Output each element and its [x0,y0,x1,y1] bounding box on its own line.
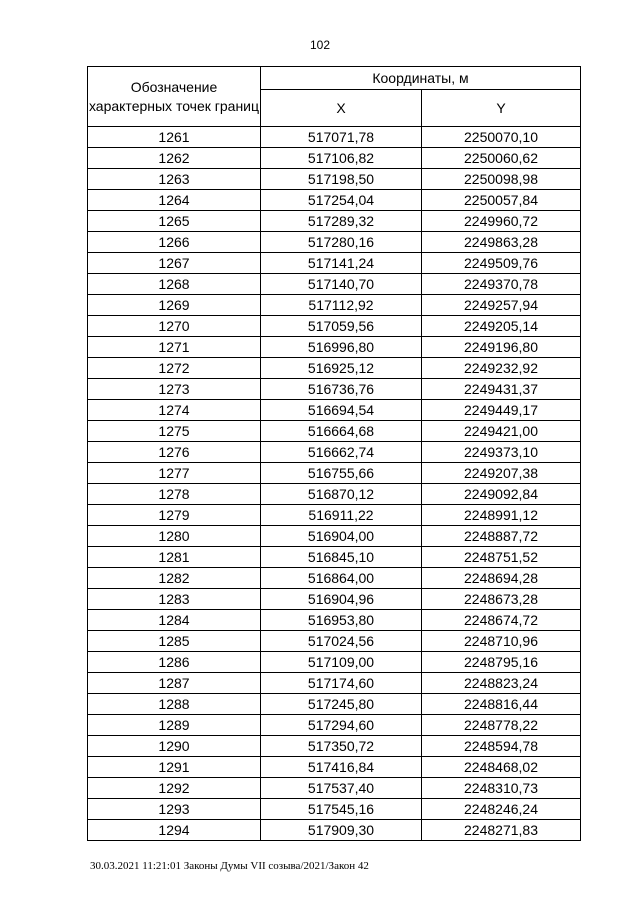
point-id-cell: 1279 [88,505,261,526]
table-row [88,127,581,148]
table-row [88,652,581,673]
y-coordinate-cell: 2248246,24 [422,799,581,820]
x-coordinate-cell: 516755,66 [261,463,422,484]
point-id-cell: 1281 [88,547,261,568]
x-coordinate-cell: 516996,80 [261,337,422,358]
y-coordinate-cell: 2249257,94 [422,295,581,316]
y-coordinate-cell: 2250070,10 [422,127,581,148]
x-coordinate-cell: 517909,30 [261,820,422,841]
header-x: X [261,90,422,127]
table-row [88,484,581,505]
table-row [88,232,581,253]
x-coordinate-cell: 517109,00 [261,652,422,673]
x-coordinate-cell: 517289,32 [261,211,422,232]
x-coordinate-cell: 516870,12 [261,484,422,505]
point-id-cell: 1280 [88,526,261,547]
x-coordinate-cell: 517294,60 [261,715,422,736]
table-row [88,505,581,526]
point-id-cell: 1291 [88,757,261,778]
point-id-cell: 1276 [88,442,261,463]
x-coordinate-cell: 517141,24 [261,253,422,274]
point-id-cell: 1273 [88,379,261,400]
point-id-cell: 1283 [88,589,261,610]
table-row [88,316,581,337]
point-id-cell: 1268 [88,274,261,295]
point-id-cell: 1293 [88,799,261,820]
x-coordinate-cell: 517537,40 [261,778,422,799]
y-coordinate-cell: 2248751,52 [422,547,581,568]
table-row [88,820,581,841]
y-coordinate-cell: 2249960,72 [422,211,581,232]
table-header [88,67,581,127]
x-coordinate-cell: 516904,96 [261,589,422,610]
x-coordinate-cell: 517198,50 [261,169,422,190]
table-row [88,274,581,295]
table-row [88,358,581,379]
x-coordinate-cell: 516904,00 [261,526,422,547]
point-id-cell: 1289 [88,715,261,736]
y-coordinate-cell: 2250060,62 [422,148,581,169]
point-id-cell: 1285 [88,631,261,652]
x-coordinate-cell: 517545,16 [261,799,422,820]
x-coordinate-cell: 516664,68 [261,421,422,442]
table-row [88,442,581,463]
table-row [88,631,581,652]
x-coordinate-cell: 516694,54 [261,400,422,421]
x-coordinate-cell: 516864,00 [261,568,422,589]
x-coordinate-cell: 517280,16 [261,232,422,253]
table-row [88,379,581,400]
table-row [88,253,581,274]
x-coordinate-cell: 517350,72 [261,736,422,757]
y-coordinate-cell: 2249863,28 [422,232,581,253]
point-id-cell: 1265 [88,211,261,232]
point-id-cell: 1278 [88,484,261,505]
y-coordinate-cell: 2249232,92 [422,358,581,379]
table-row [88,421,581,442]
table-row [88,169,581,190]
y-coordinate-cell: 2249421,00 [422,421,581,442]
y-coordinate-cell: 2248468,02 [422,757,581,778]
table-row [88,547,581,568]
table-row [88,610,581,631]
point-id-cell: 1261 [88,127,261,148]
x-coordinate-cell: 516845,10 [261,547,422,568]
x-coordinate-cell: 516911,22 [261,505,422,526]
x-coordinate-cell: 516953,80 [261,610,422,631]
table-row [88,526,581,547]
point-id-cell: 1272 [88,358,261,379]
x-coordinate-cell: 517106,82 [261,148,422,169]
y-coordinate-cell: 2250057,84 [422,190,581,211]
y-coordinate-cell: 2249431,37 [422,379,581,400]
footer-stamp: 30.03.2021 11:21:01 Законы Думы VII созыва/2021/Закон 42 [90,860,369,872]
coordinates-table [87,66,581,841]
point-id-cell: 1277 [88,463,261,484]
page-number: 102 [309,38,331,52]
y-coordinate-cell: 2249196,80 [422,337,581,358]
x-coordinate-cell: 517024,56 [261,631,422,652]
point-id-cell: 1290 [88,736,261,757]
header-y: Y [422,90,581,127]
y-coordinate-cell: 2249370,78 [422,274,581,295]
table-row [88,736,581,757]
y-coordinate-cell: 2249092,84 [422,484,581,505]
x-coordinate-cell: 517174,60 [261,673,422,694]
table-row [88,400,581,421]
y-coordinate-cell: 2248674,72 [422,610,581,631]
header-designation: Обозначение характерных точек границ [88,67,261,127]
table-row [88,190,581,211]
y-coordinate-cell: 2248795,16 [422,652,581,673]
y-coordinate-cell: 2248823,24 [422,673,581,694]
table-row [88,463,581,484]
point-id-cell: 1271 [88,337,261,358]
point-id-cell: 1263 [88,169,261,190]
x-coordinate-cell: 516662,74 [261,442,422,463]
table-row [88,568,581,589]
point-id-cell: 1282 [88,568,261,589]
point-id-cell: 1292 [88,778,261,799]
point-id-cell: 1286 [88,652,261,673]
x-coordinate-cell: 517245,80 [261,694,422,715]
table-row [88,757,581,778]
point-id-cell: 1266 [88,232,261,253]
table-row [88,337,581,358]
point-id-cell: 1264 [88,190,261,211]
point-id-cell: 1287 [88,673,261,694]
header-coordinates: Координаты, м [261,67,581,90]
point-id-cell: 1274 [88,400,261,421]
point-id-cell: 1294 [88,820,261,841]
x-coordinate-cell: 517071,78 [261,127,422,148]
y-coordinate-cell: 2248887,72 [422,526,581,547]
table-row [88,778,581,799]
y-coordinate-cell: 2248778,22 [422,715,581,736]
y-coordinate-cell: 2249449,17 [422,400,581,421]
y-coordinate-cell: 2248271,83 [422,820,581,841]
y-coordinate-cell: 2248991,12 [422,505,581,526]
y-coordinate-cell: 2248594,78 [422,736,581,757]
y-coordinate-cell: 2249207,38 [422,463,581,484]
x-coordinate-cell: 517112,92 [261,295,422,316]
x-coordinate-cell: 516736,76 [261,379,422,400]
table-row [88,295,581,316]
y-coordinate-cell: 2249509,76 [422,253,581,274]
point-id-cell: 1262 [88,148,261,169]
point-id-cell: 1288 [88,694,261,715]
point-id-cell: 1270 [88,316,261,337]
x-coordinate-cell: 517140,70 [261,274,422,295]
y-coordinate-cell: 2248310,73 [422,778,581,799]
table-row [88,673,581,694]
table-row [88,715,581,736]
table-row [88,694,581,715]
y-coordinate-cell: 2248694,28 [422,568,581,589]
y-coordinate-cell: 2250098,98 [422,169,581,190]
point-id-cell: 1284 [88,610,261,631]
point-id-cell: 1269 [88,295,261,316]
table-row [88,148,581,169]
table-row [88,211,581,232]
y-coordinate-cell: 2248673,28 [422,589,581,610]
x-coordinate-cell: 517254,04 [261,190,422,211]
table-row [88,799,581,820]
y-coordinate-cell: 2248816,44 [422,694,581,715]
table-body [88,127,581,841]
point-id-cell: 1267 [88,253,261,274]
x-coordinate-cell: 516925,12 [261,358,422,379]
y-coordinate-cell: 2249205,14 [422,316,581,337]
y-coordinate-cell: 2248710,96 [422,631,581,652]
x-coordinate-cell: 517059,56 [261,316,422,337]
y-coordinate-cell: 2249373,10 [422,442,581,463]
table-row [88,589,581,610]
x-coordinate-cell: 517416,84 [261,757,422,778]
point-id-cell: 1275 [88,421,261,442]
